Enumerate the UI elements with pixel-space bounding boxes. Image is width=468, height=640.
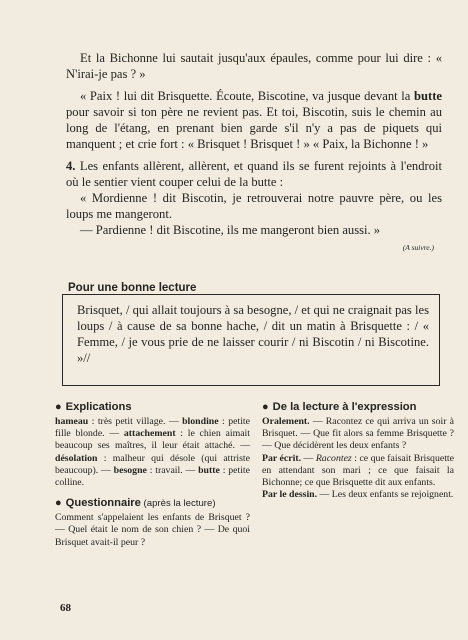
explications-text: [55, 416, 250, 489]
written-label: Par écrit.: [262, 452, 302, 464]
oral-exercise: [262, 416, 454, 453]
story-p2-bold-word: butte: [414, 89, 442, 103]
story-paragraph-1: Et la Bichonne lui sautait jusqu'aux épaules, comme pour lui dire : « N'irai-je pas ? »: [66, 51, 442, 81]
term-attachement: attachement: [123, 428, 176, 440]
def-besogne: : travail. —: [146, 464, 199, 476]
expression-title: De la lecture à l'expression: [272, 401, 417, 413]
term-desolation: désolation: [55, 452, 98, 464]
story-p3-text: Les enfants allèrent, allèrent, et quand ils se furent rejoints à l'endroit où le sentier vient couper celui de la butte :: [66, 159, 442, 189]
drawing-exercise: [262, 489, 454, 501]
bullet-icon: ●: [262, 401, 269, 413]
written-text: : ce que faisait Brisquette en attendant son mari ; ce que faisait la Bichonne; ce que Brisquette dit aux enfants.: [262, 452, 454, 489]
term-besogne: besogne: [113, 464, 147, 476]
explications-title: Explications: [65, 401, 132, 413]
def-blondine: : petite fille blonde. —: [55, 416, 250, 440]
def-attachement: : le chien aimait beaucoup ses maîtres, il leur était attaché. —: [55, 428, 250, 452]
questionnaire-title: Questionnaire: [65, 497, 141, 510]
left-column: [55, 400, 250, 549]
oral-text: — Racontez ce qui arriva un soir à Brisquet. — Que fit alors sa femme Brisquette ? — Que décidèrent les deux enfants ?: [262, 416, 454, 452]
reading-box-text: Brisquet, / qui allait toujours à sa besogne, / et qui ne craignait pas les loups / à cause de sa bonne hache, / dit un matin à Brisquette : / « Femme, / je vous prie de ne laisser courir / ni Biscotin / ni Biscotine. »//: [77, 303, 429, 365]
story-paragraph-3: [66, 158, 442, 190]
questionnaire-text: Comment s'appelaient les enfants de Brisquet ? — Quel était le nom de son chien ? — De quoi Brisquet avait-il peur ?: [55, 512, 250, 548]
to-be-continued: (A suivre.): [402, 243, 434, 252]
questionnaire-heading: [55, 496, 250, 511]
oral-label: Oralement.: [262, 416, 310, 427]
reading-box: [62, 294, 440, 386]
written-exercise: Par écrit. — Racontez : ce que faisait Brisquette en attendant son mari ; ce que faisait la Bichonne; ce que Brisquette dit aux enfants.: [262, 452, 454, 489]
story-p2-end: pour savoir si ton père ne revient pas. Et toi, Biscotin, suis le chemin au long de l'étang, en prenant bien garde s'il n'y a pas de piquets qui manquent ; et crie fort : « Brisquet ! Brisquet ! » « Paix, la Bichonne ! »: [66, 105, 442, 151]
bullet-icon: ●: [55, 497, 62, 510]
def-butte: : petite colline.: [55, 464, 250, 489]
term-blondine: blondine: [182, 416, 219, 427]
def-hameau: : très petit village. —: [88, 416, 183, 427]
drawing-label: Par le dessin.: [262, 489, 318, 501]
questionnaire-subtitle: (après la lecture): [140, 498, 216, 510]
right-column: [262, 400, 454, 501]
term-butte: butte: [198, 464, 220, 476]
story-paragraph-4: « Mordienne ! dit Biscotin, je retrouverai notre pauvre père, ou les loups me mangeront.: [66, 191, 442, 221]
story-paragraph-5: — Pardienne ! dit Biscotine, ils me mangeront bien aussi. »: [80, 223, 381, 237]
story-p2-start: « Paix ! lui dit Brisquette. Écoute, Biscotine, va jusque devant la: [80, 89, 414, 103]
story-paragraph-2: [66, 88, 442, 152]
section-number: 4.: [66, 159, 76, 173]
written-instruction: Racontez: [315, 452, 352, 464]
bullet-icon: ●: [55, 401, 62, 413]
term-hameau: hameau: [55, 416, 89, 427]
story-text: [66, 50, 442, 256]
expression-heading: [262, 400, 454, 415]
explications-heading: [55, 400, 250, 415]
page-number: 68: [60, 602, 71, 614]
drawing-text: — Les deux enfants se rejoignent.: [317, 489, 454, 501]
reading-box-title: Pour une bonne lecture: [68, 282, 197, 294]
def-desolation: : malheur qui désole (qui attriste beaucoup). —: [55, 452, 250, 476]
